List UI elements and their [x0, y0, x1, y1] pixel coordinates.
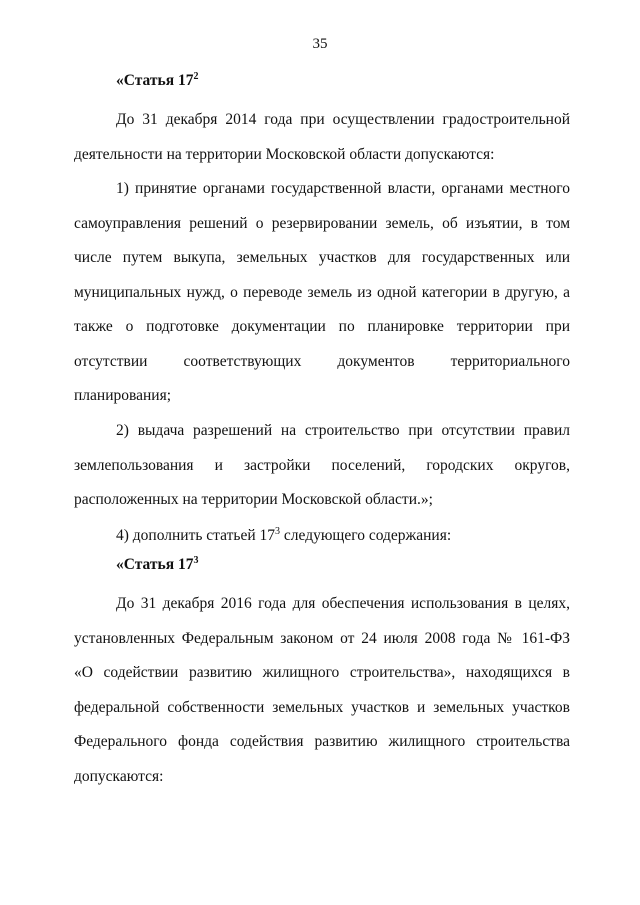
text-line: 1) принятие органами государственной власти, органами местного: [116, 180, 570, 197]
text-line: Федерального фонда содействия развитию жилищного строительства: [74, 733, 570, 750]
amendment-4-sup: 3: [275, 526, 281, 537]
article-17-2-item-2: [74, 414, 570, 518]
page-number: 35: [312, 36, 328, 52]
amendment-4-text: 4) дополнить статьей 17: [116, 527, 276, 544]
article-17-2-intro: [74, 103, 570, 172]
text-line: 2) выдача разрешений на строительство при отсутствии правил: [116, 422, 570, 439]
text-line: числе путем выкупа, земельных участков для государственных или: [74, 249, 570, 266]
article-17-3-heading: [116, 556, 198, 574]
article-17-3-heading-sup: 3: [193, 555, 199, 566]
article-17-2-heading-sup: 2: [193, 71, 199, 82]
article-17-2-heading-text: «Статья 17: [116, 72, 194, 89]
text-line: До 31 декабря 2014 года при осуществлении градостроительной: [116, 111, 570, 128]
amendment-4: [74, 519, 570, 554]
text-line: деятельности на территории Московской области допускаются:: [74, 145, 495, 163]
text-line: «О содействии развитию жилищного строительства», находящихся в: [74, 664, 570, 681]
text-line: [74, 519, 570, 554]
text-line: также о подготовке документации по планировке территории при: [74, 318, 570, 335]
article-17-3-intro: [74, 587, 570, 794]
article-17-2-item-1: [74, 172, 570, 414]
text-line: самоуправления решений о резервировании земель, об изъятии, в том: [74, 214, 570, 232]
text-line: планирования;: [74, 387, 172, 404]
text-line: отсутствии соответствующих документов территориального: [74, 352, 570, 370]
text-line: федеральной собственности земельных участков и земельных участков: [74, 698, 570, 716]
text-line: землепользования и застройки поселений, городских округов,: [74, 456, 570, 474]
text-line: допускаются:: [74, 767, 164, 785]
text-line: До 31 декабря 2016 года для обеспечения использования в целях,: [116, 595, 570, 612]
text-line: установленных Федеральным законом от 24 июля 2008 года № 161-ФЗ: [74, 629, 570, 647]
text-line: расположенных на территории Московской области.»;: [74, 491, 433, 508]
article-17-2-heading: [116, 72, 198, 90]
amendment-4-text-after: следующего содержания:: [280, 527, 452, 544]
article-17-3-heading-text: «Статья 17: [116, 556, 194, 573]
text-line: муниципальных нужд, о переводе земель из одной категории в другую, а: [74, 283, 570, 301]
